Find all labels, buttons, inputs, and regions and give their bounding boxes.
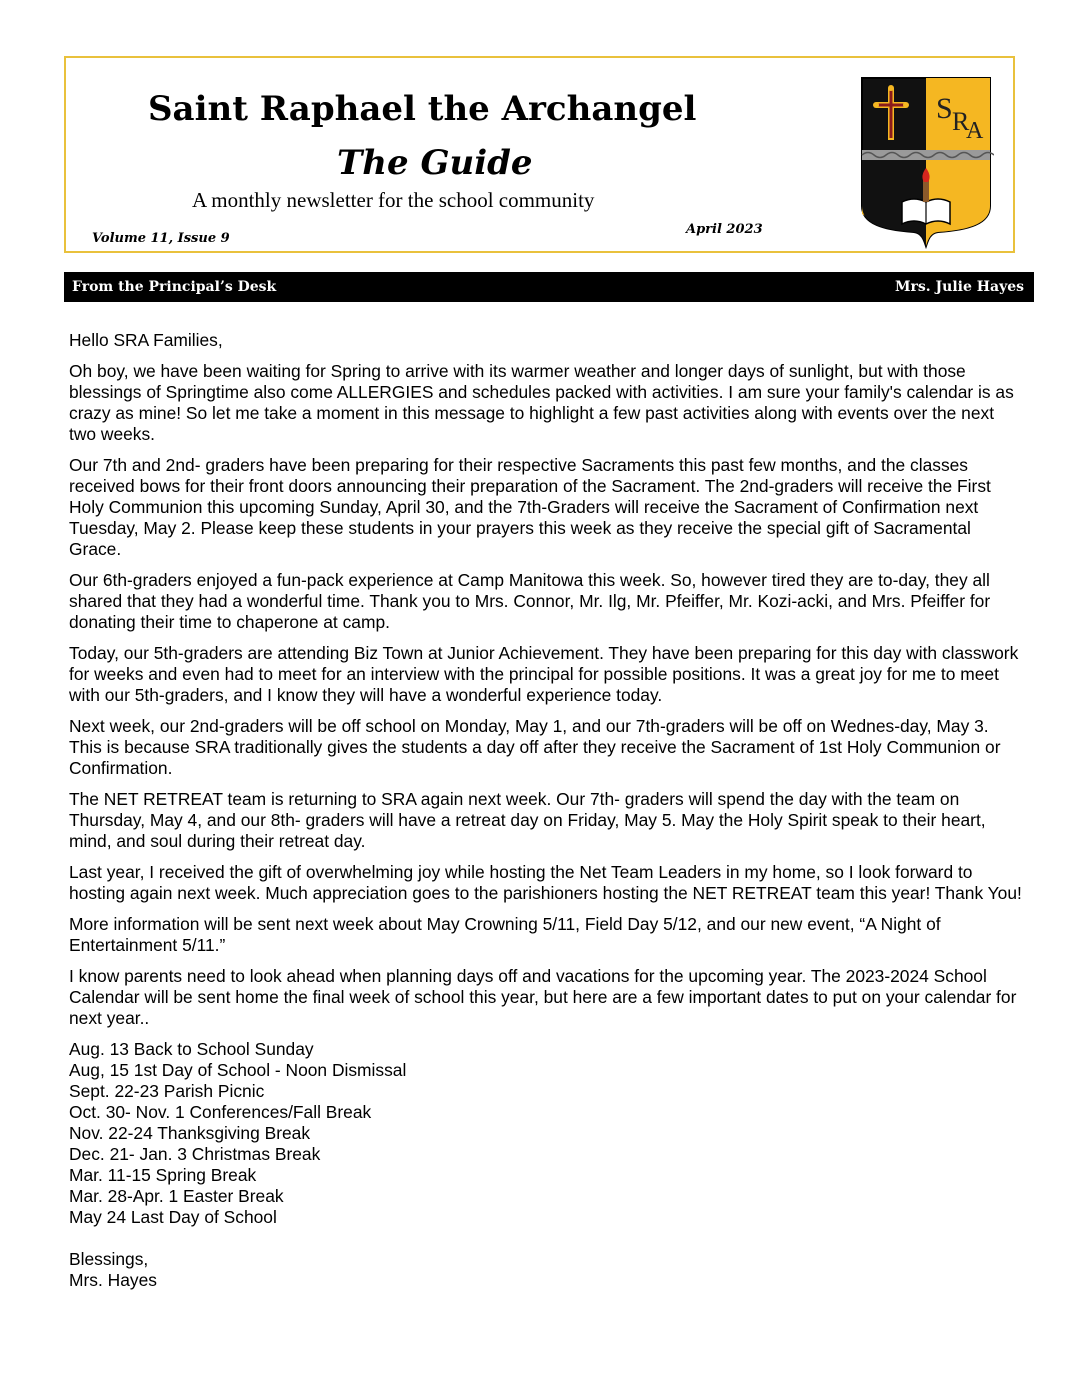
principal-letter [69, 330, 1024, 1291]
torch-icon [922, 168, 929, 202]
issue-date: April 2023 [686, 222, 763, 237]
paragraph: Our 6th-graders enjoyed a fun-pack experience at Camp Manitowa this week. So, however tired they are to-day, they all shared that they had a wonderful time. Thank you to Mrs. Connor, Mr. Ilg, Mr. Pfeiffer, Mr. Kozi-acki, and Mrs. Pfeiffer for donating their time to chaperone at camp. [69, 570, 991, 632]
tagline: A monthly newsletter for the school community [192, 188, 595, 212]
paragraph: Today, our 5th-graders are attending Biz Town at Junior Achievement. They have been preparing for this day with classwork for weeks and even had to meet for an interview with the principal for possible positions. It was a great joy for me to meet with our 5th-graders, and I know they will have a wonderful experience today. [69, 643, 1019, 705]
svg-text:A: A [966, 118, 984, 144]
signature: Mrs. Hayes [69, 1270, 157, 1290]
list-item: Nov. 22-24 Thanksgiving Break [69, 1123, 311, 1143]
list-item: Aug, 15 1st Day of School - Noon Dismissal [69, 1060, 407, 1080]
greeting: Hello SRA Families, [69, 330, 223, 350]
paragraph: Next week, our 2nd-graders will be off school on Monday, May 1, and our 7th-graders will be off on Wednes-day, May 3. This is because SRA traditionally gives the students a day off after they receive the Sacrament of 1st Holy Communion or Confirmation. [69, 716, 1001, 778]
section-author: Mrs. Julie Hayes [895, 279, 1024, 295]
paragraph: Our 7th and 2nd- graders have been preparing for their respective Sacraments this past few months, and the classes received bows for their front doors announcing their preparation of the Sacrament. The 2nd-graders will receive the First Holy Communion this upcoming Sunday, April 30, and the 7th-Graders will receive the Sacrament of Confirmation next Tuesday, May 2. Please keep these students in your prayers this week as they receive the special gift of Sacramental Grace. [69, 455, 991, 559]
paragraph: I know parents need to look ahead when planning days off and vacations for the upcoming year. The 2023-2024 School Calendar will be sent home the final week of school this year, but here are a few important dates to put on your calendar for next year.. [69, 966, 1017, 1028]
list-item: May 24 Last Day of School [69, 1207, 277, 1227]
crest-icon [858, 74, 994, 250]
list-item: Aug. 13 Back to School Sunday [69, 1039, 314, 1059]
svg-text:S: S [936, 92, 953, 125]
newsletter-title: The Guide [337, 143, 533, 183]
volume-issue: Volume 11, Issue 9 [92, 231, 230, 246]
list-item: Sept. 22-23 Parish Picnic [69, 1081, 265, 1101]
section-title: From the Principal’s Desk [72, 279, 277, 295]
important-dates-list [69, 1039, 1024, 1228]
list-item: Mar. 11-15 Spring Break [69, 1165, 257, 1185]
list-item: Dec. 21- Jan. 3 Christmas Break [69, 1144, 321, 1164]
list-item: Mar. 28-Apr. 1 Easter Break [69, 1186, 284, 1206]
school-name: Saint Raphael the Archangel [148, 89, 697, 129]
list-item: Oct. 30- Nov. 1 Conferences/Fall Break [69, 1102, 372, 1122]
book-icon [902, 199, 950, 224]
paragraph: The NET RETREAT team is returning to SRA again next week. Our 7th- graders will spend the day with the team on Thursday, May 4, and our 8th- graders will have a retreat day on Friday, May 5. May the Holy Spirit speak to their heart, mind, and soul during their retreat day. [69, 789, 986, 851]
closing: Blessings, [69, 1249, 149, 1269]
paragraph: More information will be sent next week about May Crowning 5/11, Field Day 5/12, and our new event, “A Night of Entertainment 5/11.” [69, 914, 941, 955]
paragraph: Oh boy, we have been waiting for Spring to arrive with its warmer weather and longer days of sunlight, but with those blessings of Springtime also come ALLERGIES and schedules packed with activities. I am sure your family's calendar is as crazy as mine! So let me take a moment in this message to highlight a few past activities along with events over the next two weeks. [69, 361, 1014, 444]
signoff [69, 1249, 1024, 1291]
section-header-bar [64, 272, 1034, 302]
paragraph: Last year, I received the gift of overwhelming joy while hosting the Net Team Leaders in my home, so I look forward to hosting again next week. Much appreciation goes to the parishioners hosting the NET RETREAT team this year! Thank You! [69, 862, 1022, 903]
svg-text:R: R [952, 107, 970, 136]
